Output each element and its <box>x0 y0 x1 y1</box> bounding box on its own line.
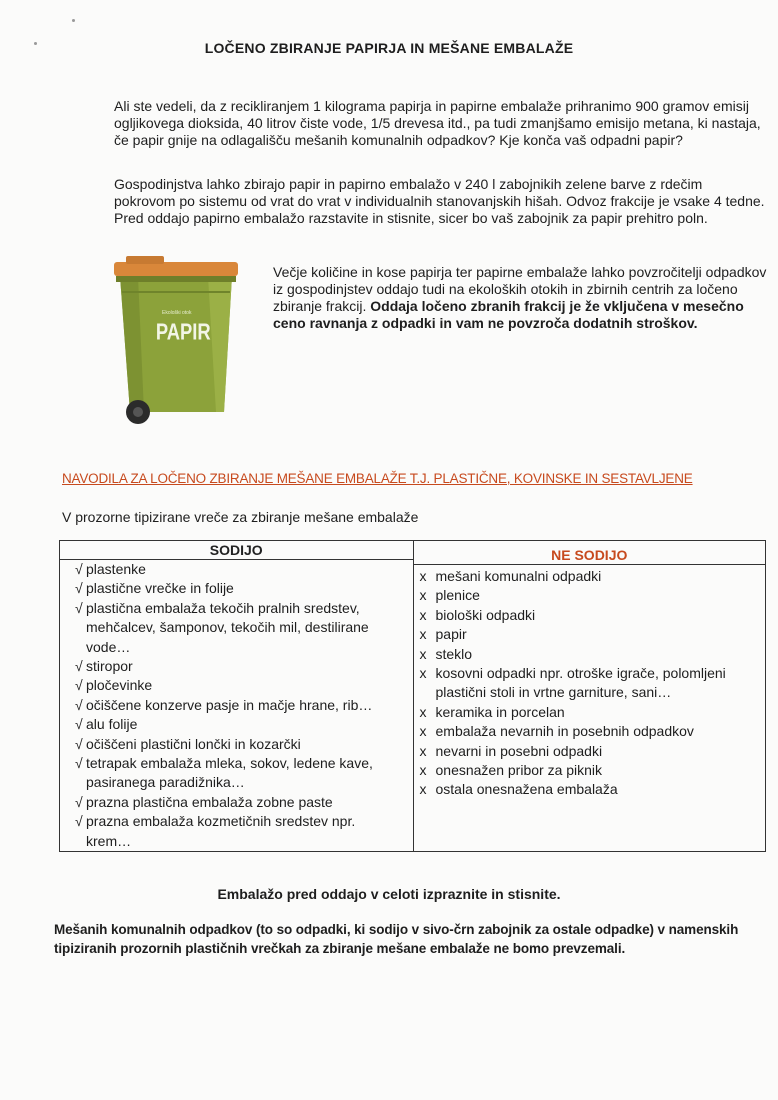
cross-icon: x <box>419 703 427 720</box>
allowed-item: √ plastične vrečke in folije <box>60 579 413 598</box>
check-icon: √ <box>75 677 83 694</box>
allowed-item: √ pločevinke <box>60 676 413 695</box>
not-allowed-item: x biološki odpadki <box>414 606 766 625</box>
scan-speck <box>72 19 75 22</box>
paragraph-recycling-facts: Ali ste vedeli, da z recikliranjem 1 kilograma papirja in papirne embalaže prihranimo 900 gramov emisij ogljikovega dioksida, 40 litrov čiste vode, 1/5 drevesa itd., pa tudi zmanjšamo emisijo metana, ki nastaja, če papir gnije na odlagališču mešanih komunalnih odpadkov? Kje konča vaš odpadni papir? <box>114 98 761 148</box>
not-allowed-item: x mešani komunalni odpadki <box>414 567 766 586</box>
cross-icon: x <box>419 587 427 604</box>
paragraph-eco-islands-bold: Oddaja ločeno zbranih frakcij je že vključena v mesečno ceno ravnanja z odpadki in vam ne povzroča dodatnih stroškov. <box>273 298 744 331</box>
paragraph-eco-islands-text: Večje količine in kose papirja ter papirne embalaže lahko povzročitelji odpadkov iz gospodinjstev oddajo tudi na ekoloških otokih in zbirnih centrih za ločeno zbiranje frakcij. <box>273 264 767 314</box>
not-allowed-item: x plenice <box>414 586 766 605</box>
cross-icon: x <box>419 781 427 798</box>
check-icon: √ <box>75 755 83 772</box>
allowed-list <box>60 560 413 851</box>
not-allowed-item: x onesnažen pribor za piknik <box>414 761 766 780</box>
not-allowed-header: NE SODIJO <box>414 546 766 565</box>
not-allowed-item: x nevarni in posebni odpadki <box>414 742 766 761</box>
not-allowed-item: x steklo <box>414 645 766 664</box>
not-allowed-column <box>413 541 766 852</box>
allowed-item: √ prazna embalaža kozmetičnih sredstev npr. krem… <box>75 813 356 849</box>
mixed-waste-warning: Mešanih komunalnih odpadkov (to so odpadki, ki sodijo v sivo-črn zabojnik za ostale odpadke) v namenskih tipiziranih prozornih plastičnih vrečkah za zbiranje mešane embalaže ne bomo prevzemali. <box>54 922 739 956</box>
sorting-rules-table <box>59 540 766 852</box>
not-allowed-list <box>414 567 766 800</box>
allowed-header: SODIJO <box>60 541 413 560</box>
allowed-column <box>60 541 414 852</box>
intro-text: V prozorne tipizirane vreče za zbiranje mešane embalaže <box>62 509 419 525</box>
cross-icon: x <box>419 606 427 623</box>
cross-icon: x <box>419 626 427 643</box>
check-icon: √ <box>75 599 83 616</box>
check-icon: √ <box>75 580 83 597</box>
page-title: LOČENO ZBIRANJE PAPIRJA IN MEŠANE EMBALAŽE <box>204 40 574 56</box>
check-icon: √ <box>75 696 83 713</box>
check-icon: √ <box>75 793 83 810</box>
check-icon: √ <box>75 813 83 830</box>
allowed-item: √ plastenke <box>60 560 413 579</box>
allowed-item: √ očiščene konzerve pasje in mačje hrane, rib… <box>60 696 413 715</box>
not-allowed-item: x embalaža nevarnih in posebnih odpadkov <box>414 722 766 741</box>
not-allowed-item: x kosovni odpadki npr. otroške igrače, polomljeni plastični stoli in vrtne garniture, sani… <box>419 665 726 701</box>
check-icon: √ <box>75 716 83 733</box>
empty-and-compress-note: Embalažo pred oddajo v celoti izpraznite in stisnite. <box>217 886 561 902</box>
allowed-item: √ tetrapak embalaža mleka, sokov, ledene kave, pasiranega paradižnika… <box>75 755 373 791</box>
not-allowed-item: x papir <box>414 625 766 644</box>
bin-label: PAPIR <box>155 319 211 345</box>
svg-text:Ekološki otok: Ekološki otok <box>162 310 192 316</box>
allowed-item: √ stiropor <box>60 657 413 676</box>
paragraph-eco-islands <box>273 264 767 332</box>
not-allowed-item: x keramika in porcelan <box>414 703 766 722</box>
check-icon: √ <box>75 735 83 752</box>
cross-icon: x <box>419 645 427 662</box>
not-allowed-item: x ostala onesnažena embalaža <box>414 780 766 799</box>
paper-bin-image <box>108 252 244 428</box>
check-icon: √ <box>75 561 83 577</box>
cross-icon: x <box>419 742 427 759</box>
allowed-item: √ alu folije <box>60 715 413 734</box>
paragraph-household-collection: Gospodinjstva lahko zbirajo papir in papirno embalažo v 240 l zabojnikih zelene barve z rdečim pokrovom po sistemu od vrat do vrat v individualnih stanovanjskih hišah. Odvoz frakcije je vsake 4 tedne. Pred oddajo papirno embalažo razstavite in stisnite, sicer bo vaš zabojnik za papir prehitro poln. <box>114 176 765 226</box>
cross-icon: x <box>419 665 427 682</box>
allowed-item: √ plastična embalaža tekočih pralnih sredstev, mehčalcev, šamponov, tekočih mil, destilirane vode… <box>75 599 369 655</box>
check-icon: √ <box>75 658 83 675</box>
allowed-item: √ prazna plastična embalaža zobne paste <box>60 793 413 812</box>
cross-icon: x <box>419 723 427 740</box>
cross-icon: x <box>419 762 427 779</box>
cross-icon: x <box>419 568 427 584</box>
section-heading: NAVODILA ZA LOČENO ZBIRANJE MEŠANE EMBALAŽE T.J. PLASTIČNE, KOVINSKE IN SESTAVLJENE <box>62 471 693 486</box>
allowed-item: √ očiščeni plastični lončki in kozarčki <box>60 735 413 754</box>
